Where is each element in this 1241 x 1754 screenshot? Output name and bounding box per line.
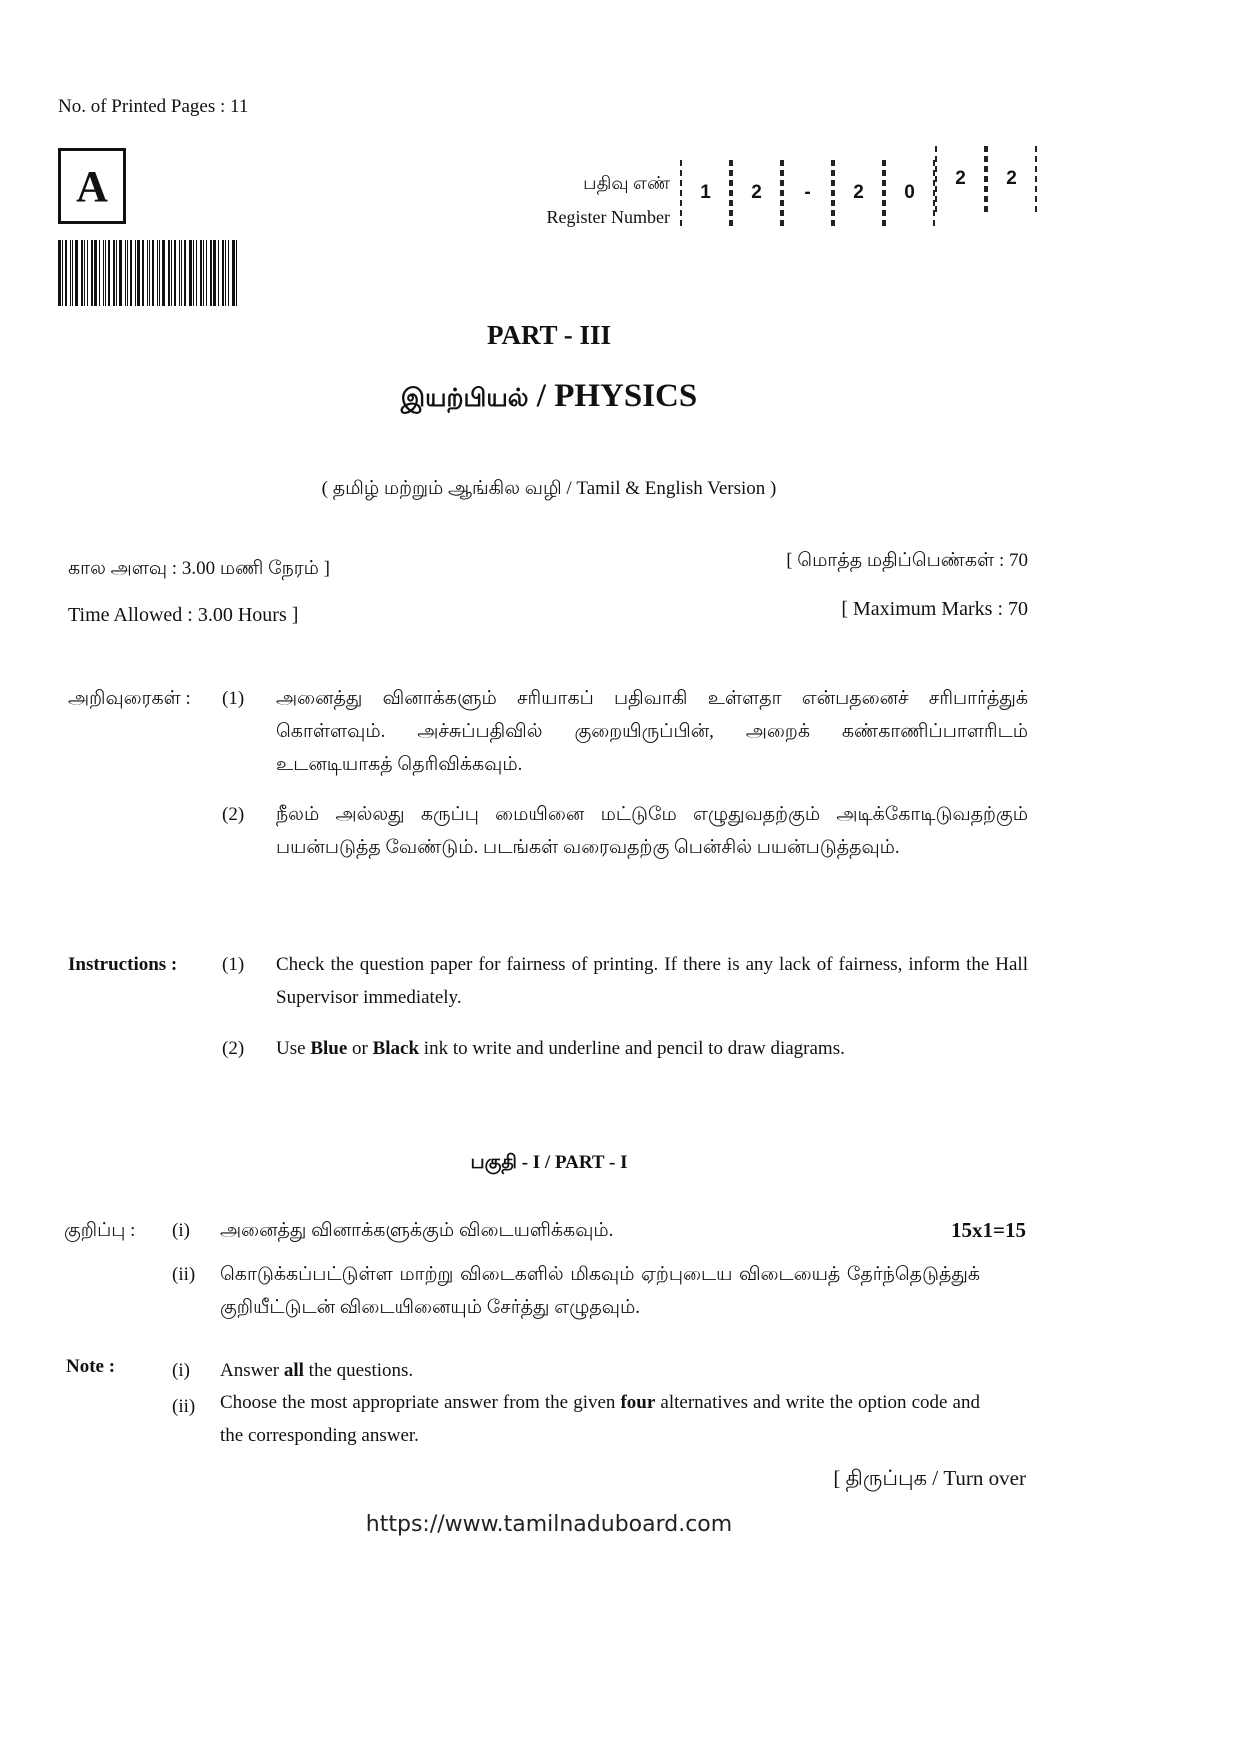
barcode-bar <box>189 240 192 306</box>
barcode-bar <box>81 240 83 306</box>
instruction-number: (2) <box>222 1038 245 1059</box>
barcode <box>58 240 242 306</box>
note-number: (i) <box>172 1220 190 1241</box>
barcode-bar <box>142 240 144 306</box>
note-tamil-label: குறிப்பு : <box>64 1220 136 1241</box>
instruction-text-segment: ink to write and underline and pencil to draw diagrams. <box>419 1038 845 1059</box>
part-heading: PART - III <box>486 320 612 350</box>
barcode-bar <box>218 240 219 306</box>
subject-separator: / <box>528 378 555 414</box>
turn-over-label: [ திருப்புக / Turn over <box>833 1466 1026 1490</box>
barcode-bar <box>206 240 207 306</box>
register-digit-box: - <box>782 160 833 226</box>
register-digit-box: 2 <box>833 160 884 226</box>
question-paper-series <box>58 148 126 224</box>
barcode-bar <box>179 240 180 306</box>
barcode-bar <box>135 240 136 306</box>
note-bold-word: four <box>620 1392 656 1413</box>
instruction-text-segment: or <box>347 1038 373 1059</box>
barcode-bar <box>108 240 110 306</box>
barcode-bar <box>137 240 140 306</box>
barcode-bar <box>103 240 104 306</box>
instruction-number: (2) <box>222 804 245 825</box>
instruction-bold-word: Blue <box>310 1038 348 1059</box>
barcode-bar <box>225 240 226 306</box>
barcode-bar <box>200 240 202 306</box>
register-digit-box: 0 <box>884 160 935 226</box>
barcode-bar <box>184 240 186 306</box>
instruction-text: அனைத்து வினாக்களும் சரியாகப் பதிவாகி உள்ளதா என்பதனைச் சரிபார்த்துக் கொள்ளவும். அச்சுப்பதிவில் குறையிருப்பின், அறைக் கண்காணிப்பாளரிடம் உடனடியாகத் தெரிவிக்கவும். <box>276 688 1028 775</box>
barcode-bar <box>127 240 128 306</box>
register-label-tamil: பதிவு எண் <box>583 173 670 193</box>
part-one-heading: பகுதி - I / PART - I <box>470 1152 628 1173</box>
barcode-bar <box>94 240 97 306</box>
barcode-bar <box>236 240 237 306</box>
note-text-segment: alternatives and write the option code and the corresponding answer. <box>220 1392 980 1446</box>
register-digit-box: 2 <box>731 160 782 226</box>
register-number-label <box>547 166 670 234</box>
instruction-text <box>276 1032 1028 1065</box>
instructions-tamil-label: அறிவுரைகள் : <box>68 688 191 709</box>
register-digit-box: 1 <box>680 160 731 226</box>
time-allowed-tamil: கால அளவு : 3.00 மணி நேரம் ] <box>68 558 330 579</box>
series-letter: A <box>76 161 108 211</box>
instructions-english-label: Instructions : <box>68 954 178 975</box>
barcode-bar <box>193 240 194 306</box>
instruction-text: Check the question paper for fairness of printing. If there is any lack of fairness, inform the Hall Supervisor immediately. <box>276 954 1028 1008</box>
barcode-bar <box>232 240 235 306</box>
subject-title <box>0 378 1098 416</box>
barcode-bar <box>181 240 182 306</box>
instruction-bold-word: Black <box>372 1038 420 1059</box>
instruction-text: நீலம் அல்லது கருப்பு மையினை மட்டுமே எழுதுவதற்கும் அடிக்கோடிடுவதற்கும் பயன்படுத்த வேண்டும். படங்கள் வரைவதற்கு பென்சில் பயன்படுத்தவும். <box>276 804 1028 858</box>
time-allowed-english: Time Allowed : 3.00 Hours ] <box>68 604 299 626</box>
barcode-bar <box>149 240 150 306</box>
barcode-bar <box>147 240 148 306</box>
note-bold-word: all <box>283 1360 304 1381</box>
subject-title-tamil: இயற்பியல் <box>400 385 529 412</box>
note-text <box>220 1354 413 1387</box>
barcode-bar <box>157 240 158 306</box>
instruction-text-segment: Use <box>276 1038 311 1059</box>
register-number-boxes <box>680 160 1037 226</box>
barcode-bar <box>58 240 61 306</box>
note-text: கொடுக்கப்பட்டுள்ள மாற்று விடைகளில் மிகவும் ஏற்புடைய விடையைத் தேர்ந்தெடுத்துக் குறியீட்டுடன் விடையினையும் சேர்த்து எழுதவும். <box>220 1264 980 1318</box>
barcode-bar <box>87 240 88 306</box>
register-digit-box: 2 <box>935 146 986 212</box>
barcode-bar <box>171 240 172 306</box>
barcode-bar <box>130 240 132 306</box>
maximum-marks-english: [ Maximum Marks : 70 <box>841 598 1028 620</box>
barcode-bar <box>113 240 115 306</box>
note-text-segment: Answer <box>220 1360 284 1381</box>
barcode-bar <box>116 240 117 306</box>
barcode-bar <box>75 240 78 306</box>
barcode-bar <box>203 240 204 306</box>
barcode-bar <box>152 240 154 306</box>
printed-pages-count: No. of Printed Pages : 11 <box>58 96 249 117</box>
note-text <box>220 1386 980 1452</box>
note-number: (ii) <box>172 1396 196 1417</box>
note-text: அனைத்து வினாக்களுக்கும் விடையளிக்கவும். <box>220 1220 614 1241</box>
barcode-bar <box>196 240 197 306</box>
barcode-bar <box>72 240 73 306</box>
barcode-bar <box>168 240 170 306</box>
barcode-bar <box>159 240 160 306</box>
barcode-bar <box>62 240 63 306</box>
instruction-number: (1) <box>222 954 245 975</box>
barcode-bar <box>174 240 176 306</box>
note-number: (ii) <box>172 1264 196 1285</box>
barcode-bar <box>119 240 122 306</box>
note-text-segment: the questions. <box>303 1360 414 1381</box>
subject-title-english: PHYSICS <box>554 378 698 414</box>
note-english-label: Note : <box>66 1356 116 1377</box>
barcode-bar <box>125 240 126 306</box>
barcode-bar <box>105 240 106 306</box>
barcode-bar <box>228 240 229 306</box>
note-text-segment: Choose the most appropriate answer from the given <box>220 1392 621 1413</box>
medium-version: ( தமிழ் மற்றும் ஆங்கில வழி / Tamil & English Version ) <box>321 478 777 499</box>
part-one-marks: 15x1=15 <box>951 1218 1026 1242</box>
barcode-bar <box>65 240 67 306</box>
barcode-bar <box>91 240 93 306</box>
barcode-bar <box>70 240 71 306</box>
barcode-bar <box>84 240 85 306</box>
register-digit-box: 2 <box>986 146 1037 212</box>
register-label-english: Register Number <box>546 207 670 227</box>
barcode-bar <box>213 240 216 306</box>
instruction-number: (1) <box>222 688 245 709</box>
barcode-bar <box>222 240 224 306</box>
source-url[interactable]: https://www.tamilnaduboard.com <box>365 1512 733 1537</box>
barcode-bar <box>99 240 100 306</box>
maximum-marks-tamil: [ மொத்த மதிப்பெண்கள் : 70 <box>786 550 1028 571</box>
barcode-bar <box>210 240 212 306</box>
note-number: (i) <box>172 1360 190 1381</box>
barcode-bar <box>162 240 165 306</box>
